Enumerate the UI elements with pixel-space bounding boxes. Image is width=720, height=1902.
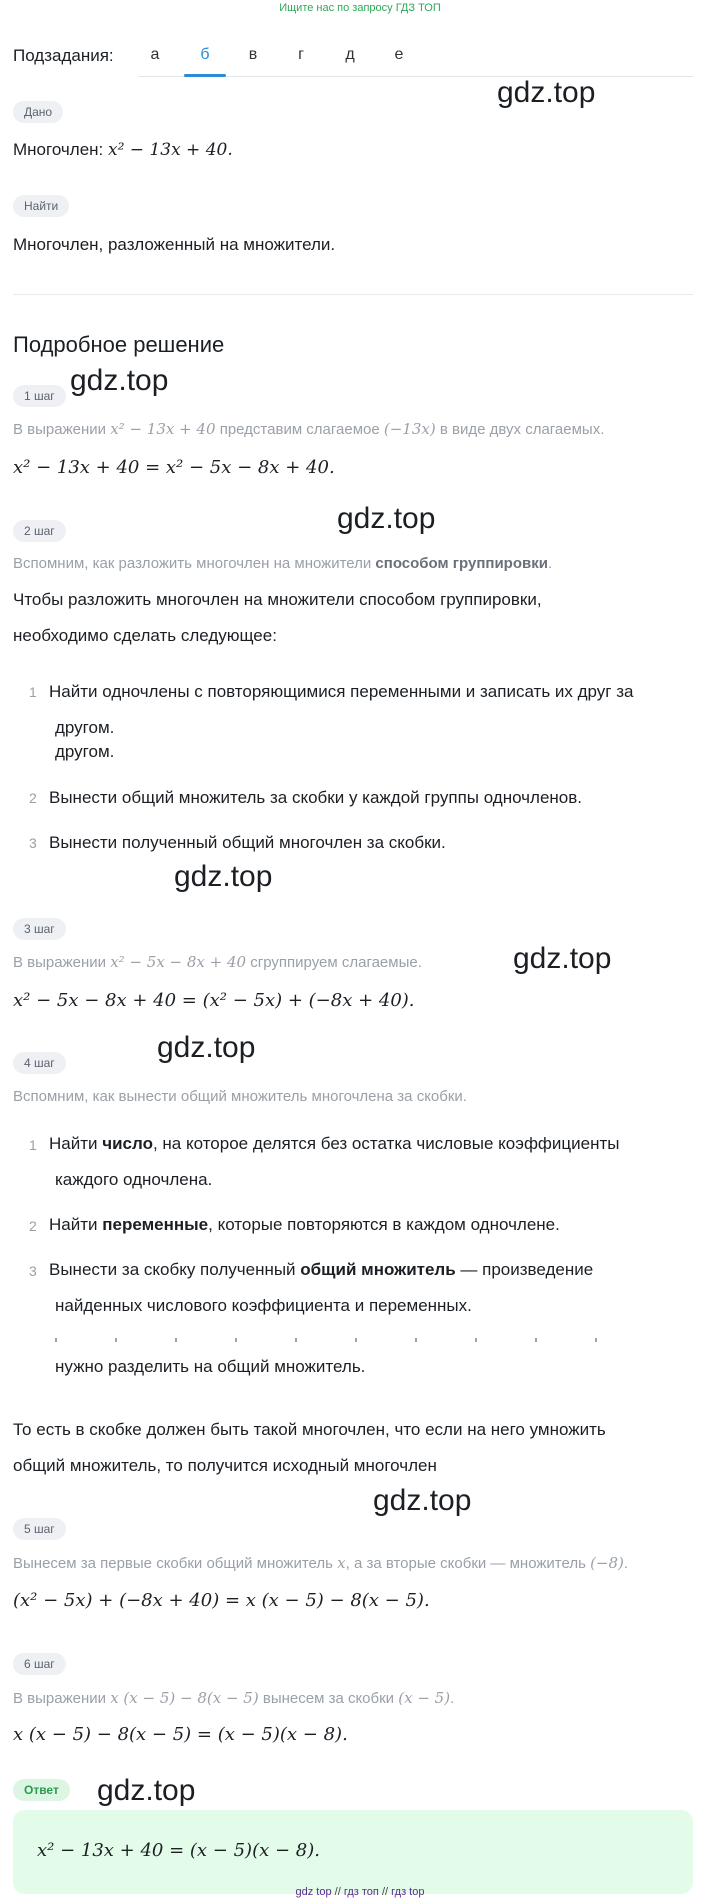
step2-item1-line3: другом. [55, 742, 115, 761]
step4-note: Вспомним, как вынести общий множитель многочлена за скобки. [13, 1088, 467, 1105]
step1-note-a: В выражении [13, 421, 111, 438]
section-divider [13, 294, 693, 295]
step4-item1-bold: число [102, 1134, 153, 1153]
step2-para1: Чтобы разложить многочлен на множители способом группировки, [13, 590, 542, 609]
tab-b[interactable]: б [200, 46, 210, 63]
list-number: 2 [29, 1218, 37, 1234]
watermark: gdz.top [174, 860, 273, 893]
step6-formula: x (x − 5) − 8(x − 5) = (x − 5)(x − 8). [13, 1724, 348, 1745]
watermark: gdz.top [157, 1031, 256, 1064]
list-number: 1 [29, 1137, 37, 1153]
active-tab-indicator [184, 74, 226, 77]
watermark: gdz.top [513, 942, 612, 975]
subtask-tabs [13, 40, 693, 76]
step1-note-math2: (−13x) [383, 420, 436, 438]
footer-link-gdz-top[interactable]: gdz top [295, 1886, 332, 1898]
step3-note-a: В выражении [13, 954, 111, 971]
list-number: 3 [29, 1263, 37, 1279]
step6-note-math1: x (x − 5) − 8(x − 5) [110, 1689, 259, 1707]
watermark: gdz.top [337, 502, 436, 535]
step2-note-bold: способом группировки [375, 555, 548, 572]
step5-chip: 5 шаг [13, 1518, 66, 1540]
step4-item2-b: , которые повторяются в каждом одночлене. [208, 1215, 560, 1234]
step2-note [13, 553, 552, 575]
given-chip: Дано [13, 101, 63, 123]
top-banner: Ищите нас по запросу ГДЗ ТОП [279, 2, 441, 14]
step2-para2: необходимо сделать следующее: [13, 626, 277, 645]
step2-item3: Вынести полученный общий многочлен за скобки. [49, 833, 446, 852]
given-section [13, 101, 63, 123]
step1-chip: 1 шаг [13, 385, 66, 407]
subtasks-label: Подзадания: [13, 46, 114, 65]
step2-item1-line2: другом. [55, 718, 115, 737]
clipped-text-remnant [55, 1338, 615, 1342]
step4-item2-bold: переменные [102, 1215, 209, 1234]
step5-note [13, 1552, 628, 1575]
tab-g[interactable]: г [298, 46, 304, 63]
step1-note-b: представим слагаемое [215, 421, 384, 438]
step4-item3-a: Вынести за скобку полученный [49, 1260, 301, 1279]
step4-item1-a: Найти [49, 1134, 103, 1153]
step3-note [13, 951, 422, 974]
step2-item1-line1: Найти одночлены с повторяющимися переменными и записать их друг за [49, 682, 634, 701]
step5-note-c: . [623, 1555, 629, 1572]
footer-separator: // [381, 1886, 389, 1898]
step1-note [13, 418, 604, 441]
footer-separator: // [334, 1886, 341, 1898]
find-section [13, 195, 69, 217]
step4-item1-b: , на которое делятся без остатка числовые коэффициенты [152, 1134, 620, 1153]
step4-item4-line2: нужно разделить на общий множитель. [55, 1357, 366, 1376]
step2-chip: 2 шаг [13, 520, 66, 542]
watermark: gdz.top [70, 364, 169, 397]
given-text [13, 138, 233, 162]
step4-item2-a: Найти [49, 1215, 103, 1234]
step4-para1: То есть в скобке должен быть такой многочлен, что если на него умножить [13, 1420, 606, 1439]
footer-links [0, 1884, 720, 1900]
tab-e[interactable]: е [394, 46, 404, 63]
footer-link-gdz-top-mixed[interactable]: гдз top [391, 1886, 425, 1898]
step4-item3 [49, 1258, 593, 1282]
list-number: 3 [29, 835, 37, 851]
step4-para2: общий множитель, то получится исходный многочлен [13, 1456, 437, 1475]
find-text: Многочлен, разложенный на множители. [13, 235, 336, 254]
footer-link-gdz-top-ru[interactable]: гдз топ [343, 1886, 379, 1898]
step4-item1 [49, 1132, 620, 1156]
tab-a[interactable]: а [150, 46, 160, 63]
watermark: gdz.top [373, 1484, 472, 1517]
list-number: 2 [29, 790, 37, 806]
step1-note-math1: x² − 13x + 40 [110, 420, 216, 438]
step3-note-b: сгруппируем слагаемые. [246, 954, 422, 971]
step4-item1-line2: каждого одночлена. [55, 1170, 213, 1189]
step3-note-math: x² − 5x − 8x + 40 [110, 953, 247, 971]
given-math: x² − 13x + 40. [107, 140, 233, 160]
step2-item2: Вынести общий множитель за скобки у каждой группы одночленов. [49, 788, 583, 807]
watermark: gdz.top [497, 76, 596, 109]
step4-item3-bold: общий множитель [300, 1260, 456, 1279]
step4-item2 [49, 1213, 560, 1237]
step3-chip: 3 шаг [13, 918, 66, 940]
step4-item3-b: — произведение [455, 1260, 594, 1279]
step6-chip: 6 шаг [13, 1653, 66, 1675]
step6-note-a: В выражении [13, 1690, 111, 1707]
step5-note-b: , а за вторые скобки — множитель [345, 1555, 591, 1572]
step5-note-math1: x [337, 1554, 346, 1572]
step5-formula: (x² − 5x) + (−8x + 40) = x (x − 5) − 8(x − 5). [13, 1590, 430, 1611]
given-label: Многочлен: [13, 140, 108, 159]
answer-chip: Ответ [13, 1779, 70, 1801]
tab-d[interactable]: д [345, 46, 355, 63]
tab-v[interactable]: в [248, 46, 258, 63]
answer-formula: x² − 13x + 40 = (x − 5)(x − 8). [37, 1840, 320, 1861]
step6-note-math2: (x − 5) [398, 1689, 451, 1707]
step6-note [13, 1687, 454, 1710]
watermark: gdz.top [97, 1774, 196, 1807]
list-number: 1 [29, 684, 37, 700]
step1-formula: x² − 13x + 40 = x² − 5x − 8x + 40. [13, 457, 335, 478]
step2-note-a: Вспомним, как разложить многочлен на множители [13, 555, 376, 572]
step4-item3-line2: найденных числового коэффициента и переменных. [55, 1296, 472, 1315]
step5-note-a: Вынесем за первые скобки общий множитель [13, 1555, 338, 1572]
step4-chip: 4 шаг [13, 1052, 66, 1074]
solution-title: Подробное решение [13, 332, 225, 357]
find-chip: Найти [13, 195, 69, 217]
step6-note-b: вынесем за скобки [258, 1690, 399, 1707]
step1-note-c: в виде двух слагаемых. [435, 421, 605, 438]
step3-formula: x² − 5x − 8x + 40 = (x² − 5x) + (−8x + 40). [13, 990, 415, 1011]
step5-note-math2: (−8) [590, 1554, 624, 1572]
step6-note-c: . [450, 1690, 455, 1707]
step2-note-b: . [547, 555, 553, 572]
